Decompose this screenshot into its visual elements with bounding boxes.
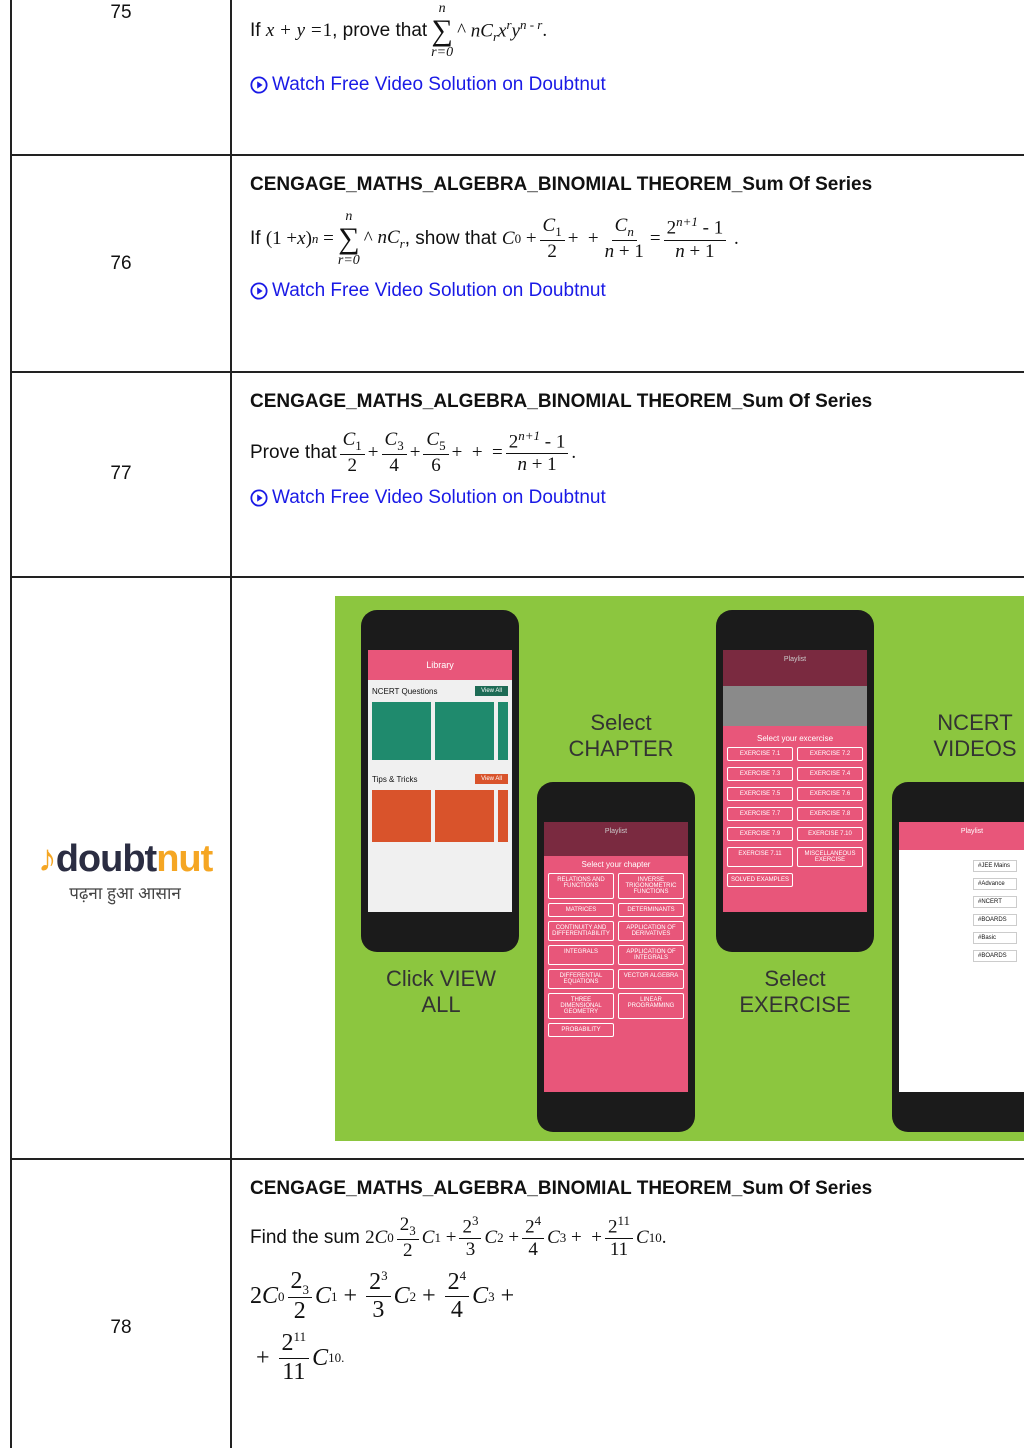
question-text: If (1 + x ) n = n ∑ r=0 ^ $nC_r$ , show that C 0 + $\frac{C_1}{2}$ + + $\frac{C_n}{n + 1}$ = $\frac{2^{n+1} - 1}{n + 1}$ .	[250, 209, 739, 268]
phone-chapters: Playlist Select your chapter RELATIONS AND FUNCTIONS INVERSE TRIGONOMETRIC FUNCTIONS MATRICES DETERMINANTS CONTINUITY AND DIFFERENTIABILITY APPLICATION OF DERIVATIVES INTEGRALS APPLICATION OF INTEGRALS DIFFERENTIAL EQUATIONS VECTOR ALGEBRA THREE DIMENSIONAL GEOMETRY LINEAR PROGRAMMING PROBABILITY	[537, 782, 695, 1132]
chapter-button: THREE DIMENSIONAL GEOMETRY	[548, 993, 614, 1019]
section-title: CENGAGE_MATHS_ALGEBRA_BINOMIAL THEOREM_Sum Of Series	[250, 1178, 873, 1199]
chapter-button: CONTINUITY AND DIFFERENTIABILITY	[548, 921, 614, 941]
play-circle-icon	[250, 76, 268, 94]
table-border-left	[10, 0, 12, 1448]
doubtnut-logo	[30, 838, 220, 904]
chapter-button: MATRICES	[548, 903, 614, 917]
video-tag: #BOARDS	[973, 914, 1017, 926]
chapter-button: APPLICATION OF INTEGRALS	[618, 945, 684, 965]
question-75	[250, 2, 606, 96]
chapter-button: INVERSE TRIGONOMETRIC FUNCTIONS	[618, 873, 684, 899]
watch-video-link[interactable]: Watch Free Video Solution on Doubtnut	[250, 280, 872, 302]
chapter-button: INTEGRALS	[548, 945, 614, 965]
phone-videos: Playlist #JEE Mains #Advance #NCERT #BOARDS #Basic #BOARDS	[892, 782, 1024, 1132]
play-circle-icon	[250, 282, 268, 300]
chapter-button: APPLICATION OF DERIVATIVES	[618, 921, 684, 941]
exercise-button: EXERCISE 7.10	[797, 827, 863, 841]
row-divider	[10, 1158, 1024, 1160]
ad-caption-exercise: Select EXERCISE	[739, 966, 851, 1018]
row-divider	[10, 576, 1024, 578]
question-77	[250, 391, 872, 509]
ad-caption-chapter: Select CHAPTER	[568, 710, 674, 762]
question-text: Find the sum 2 C 0 $\frac{2_3}{2}$ C 1 + $\frac{2^3}{3}$ C 2 + $\frac{2^4}{4}$ C 3 + + $\frac{2^{11}}{11}$ C 10 .	[250, 1213, 667, 1261]
exercise-button: EXERCISE 7.1	[727, 747, 793, 761]
condition: x + y =	[265, 20, 323, 41]
video-tag: #JEE Mains	[973, 860, 1017, 872]
row-divider	[10, 154, 1024, 156]
exercise-button: MISCELLANEOUS EXERCISE	[797, 847, 863, 867]
chapter-button: VECTOR ALGEBRA	[618, 969, 684, 989]
exercise-button: EXERCISE 7.7	[727, 807, 793, 821]
ad-caption-click: Click VIEW ALL	[386, 966, 496, 1018]
play-circle-icon	[250, 489, 268, 507]
question-number: 78	[110, 1317, 132, 1338]
chapter-grid	[548, 873, 684, 1037]
exercise-button: EXERCISE 7.6	[797, 787, 863, 801]
row-divider	[10, 371, 1024, 373]
question-text: If x + y = 1 , prove that n ∑ r=0 ^ $nC_rx^ry^{n - r}$ .	[250, 1, 548, 60]
phone-exercises: Playlist Select your excercise EXERCISE 7.1 EXERCISE 7.2 EXERCISE 7.3 EXERCISE 7.4 EXERCISE 7.5 EXERCISE 7.6 EXERCISE 7.7 EXERCISE 7.8 EXERCISE 7.9 EXERCISE 7.10 EXERCISE 7.11 MISCELLANEOUS EXERCISE SOLVED EXAMPLES	[716, 610, 874, 952]
table-column-divider	[230, 0, 232, 1448]
exercise-button: EXERCISE 7.4	[797, 767, 863, 781]
app-promo-banner[interactable]	[335, 596, 1024, 1141]
exercise-button: EXERCISE 7.8	[797, 807, 863, 821]
chapter-button: RELATIONS AND FUNCTIONS	[548, 873, 614, 899]
chapter-button: DIFFERENTIAL EQUATIONS	[548, 969, 614, 989]
question-text: Prove that $\frac{C_1}{2}$ + $\frac{C_3}{4}$ + $\frac{C_5}{6}$ + + = $\frac{2^{n+1} - 1}{n + 1}$ .	[250, 428, 577, 476]
phone-library: Library NCERT Questions View All Tips & Tricks View All	[361, 610, 519, 952]
exercise-button: EXERCISE 7.11	[727, 847, 793, 867]
question-number: 76	[110, 253, 132, 274]
video-tag: #BOARDS	[973, 950, 1017, 962]
question-number: 75	[110, 2, 132, 23]
exercise-button: EXERCISE 7.3	[727, 767, 793, 781]
watch-video-link[interactable]: Watch Free Video Solution on Doubtnut	[250, 74, 606, 96]
question-78	[250, 1178, 872, 1386]
ad-caption-videos: NCERT VIDEOS	[933, 710, 1017, 762]
question-number: 77	[110, 463, 132, 484]
logo-wordmark: ♪doubtnut	[37, 838, 213, 880]
exercise-button: EXERCISE 7.5	[727, 787, 793, 801]
exercise-button: EXERCISE 7.9	[727, 827, 793, 841]
question-text-rendered: 2 C 0 $\frac{2_3}{2}$ C 1 + $\frac{2^3}{3}$ C 2 + $\frac{2^4}{4}$ C 3 +	[250, 1267, 515, 1325]
section-title: CENGAGE_MATHS_ALGEBRA_BINOMIAL THEOREM_Sum Of Series	[250, 391, 873, 412]
summation: n ∑ r=0	[431, 1, 454, 60]
summation: n ∑ r=0	[337, 209, 360, 268]
video-tag: #NCERT	[973, 896, 1017, 908]
chapter-button: LINEAR PROGRAMMING	[618, 993, 684, 1019]
chapter-button: DETERMINANTS	[618, 903, 684, 917]
video-tag: #Basic	[973, 932, 1017, 944]
section-title: CENGAGE_MATHS_ALGEBRA_BINOMIAL THEOREM_Sum Of Series	[250, 174, 873, 195]
question-76	[250, 174, 872, 302]
question-text-rendered-cont: + $\frac{2^{11}}{11}$ C 10.	[250, 1328, 345, 1385]
video-tag: #Advance	[973, 878, 1017, 890]
chapter-button: PROBABILITY	[548, 1023, 614, 1037]
video-list	[899, 850, 1024, 972]
logo-tagline: पढ़ना हुआ आसान	[69, 884, 181, 903]
exercise-button: EXERCISE 7.2	[797, 747, 863, 761]
exercise-button: SOLVED EXAMPLES	[727, 873, 793, 887]
exercise-grid	[727, 747, 863, 887]
watch-video-link[interactable]: Watch Free Video Solution on Doubtnut	[250, 487, 872, 509]
